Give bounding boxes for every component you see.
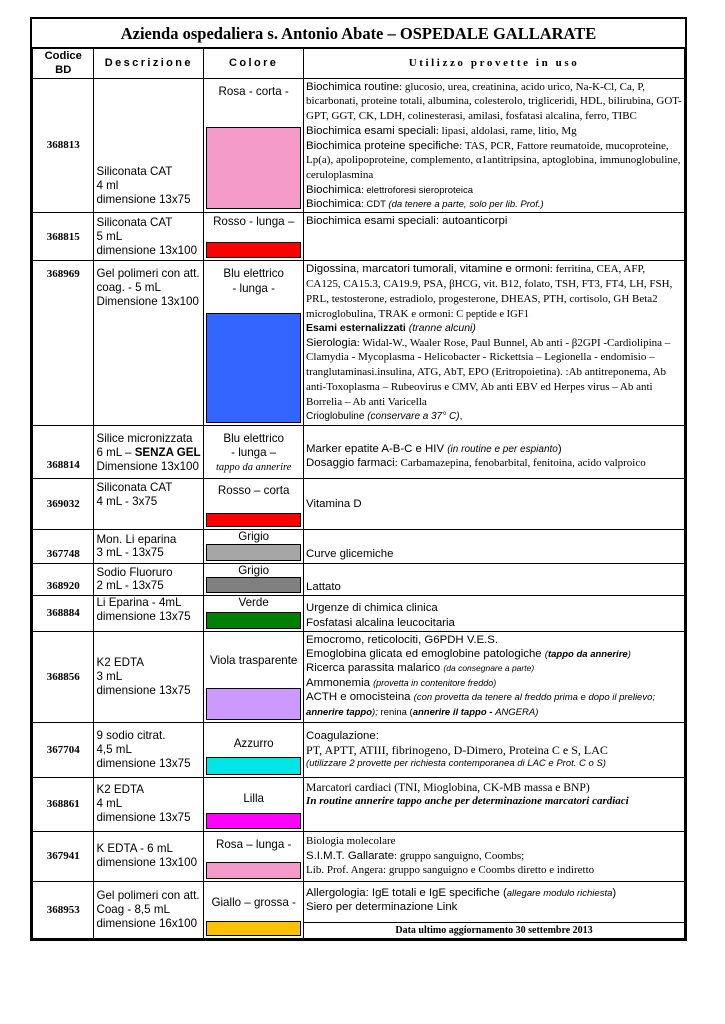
use-label: Crioglobuline bbox=[306, 411, 368, 423]
use-text: , bbox=[459, 411, 463, 423]
color-name bbox=[204, 261, 303, 296]
color-cell bbox=[204, 722, 304, 777]
use-label: Biochimica esami speciali bbox=[306, 124, 436, 137]
description-cell bbox=[94, 529, 204, 563]
use-cell bbox=[304, 213, 685, 261]
desc-line: Siliconata CAT bbox=[96, 164, 173, 178]
description-cell bbox=[94, 563, 204, 595]
table-row bbox=[33, 78, 685, 213]
code-cell: 368856 bbox=[33, 631, 94, 722]
desc-line: Mon. Li eparina bbox=[96, 532, 177, 546]
color-swatch bbox=[206, 577, 301, 593]
use-text: Emocromo, reticolociti, G6PDH V.E.S. bbox=[306, 633, 499, 646]
description-cell bbox=[94, 722, 204, 777]
color-name-line: - lunga - bbox=[232, 281, 275, 295]
use-text: : Widal-W., Waaler Rose, Paul Bunnel, Ab anti - β2GPI -Cardiolipina – Clamydia - Mycoplasma - Helicobacter - Rickettsia – Legionella - endomisio – tranglutaminasi.insulina, ATG, AbT, EPO (Eritropoietina). :Ab antitreponema, Ab anti-Toxoplasma – Rubeovirus e CMV, Ab anti EBV ed Herpes virus – Ab anti Borrelia – Ab anti Varicella bbox=[306, 336, 671, 408]
color-name bbox=[204, 430, 303, 474]
desc-line bbox=[96, 446, 201, 460]
desc-line: Sodio Fluoruro bbox=[96, 565, 173, 579]
color-swatch bbox=[206, 313, 301, 423]
use-note: (da consegnare a parte) bbox=[443, 663, 535, 674]
use-label: Dosaggio farmaci bbox=[306, 457, 395, 470]
use-label: ACTH e omocisteina bbox=[306, 690, 414, 703]
color-name: Giallo – grossa - bbox=[211, 895, 296, 909]
desc-line: dimensione 16x100 bbox=[96, 916, 198, 930]
color-swatch bbox=[206, 544, 301, 561]
use-text: Biologia molecolare bbox=[306, 835, 396, 848]
desc-line: dimensione 13x100 bbox=[96, 856, 198, 870]
table-row bbox=[33, 529, 685, 563]
color-name: Rosa - corta - bbox=[218, 84, 289, 98]
code-cell: 369032 bbox=[33, 478, 94, 529]
use-label: Marker epatite A-B-C e HIV bbox=[306, 442, 448, 455]
table-row bbox=[33, 261, 685, 426]
table-row bbox=[33, 831, 685, 881]
color-name-line: - lunga – bbox=[231, 446, 277, 460]
use-note: (conservare a 37° C) bbox=[367, 411, 460, 423]
desc-line: Li Eparina - 4mL bbox=[96, 595, 182, 609]
color-swatch bbox=[206, 757, 301, 775]
color-cell bbox=[204, 831, 304, 881]
desc-line: K2 EDTA bbox=[96, 783, 144, 797]
code-cell: 368861 bbox=[33, 777, 94, 831]
use-note: ) bbox=[627, 649, 631, 661]
use-text: ) bbox=[557, 442, 562, 455]
use-note: (utilizzare 2 provette per richiesta contemporanea di LAC e Prot. C o S) bbox=[306, 758, 606, 770]
header-code: Codice BD bbox=[33, 49, 94, 79]
table-row bbox=[33, 425, 685, 478]
use-text: : elettroforesi sieroproteica bbox=[361, 184, 474, 196]
color-swatch bbox=[206, 612, 301, 629]
description-cell bbox=[94, 425, 204, 478]
use-line bbox=[306, 647, 682, 661]
description-cell bbox=[94, 631, 204, 722]
desc-line: dimensione 13x75 bbox=[96, 683, 191, 697]
header-use: Utilizzo provette in uso bbox=[304, 49, 685, 79]
page-title: Azienda ospedaliera s. Antonio Abate – OSPEDALE GALLARATE bbox=[32, 19, 685, 48]
desc-line: dimensione 13x75 bbox=[96, 811, 191, 825]
use-text: Vitamina D bbox=[306, 497, 362, 510]
color-cell bbox=[204, 881, 304, 938]
use-text: : Carbamazepina, fenobarbital, fenitoina, acido valproico bbox=[394, 457, 646, 470]
use-text: Marcatori cardiaci (TNI, Mioglobina, CK-MB massa e BNP) bbox=[306, 780, 590, 794]
color-name: Rosso - lunga – bbox=[213, 215, 295, 229]
color-note: tappo da annerire bbox=[215, 461, 292, 473]
table-row bbox=[33, 881, 685, 938]
use-cell bbox=[304, 425, 685, 478]
use-cell bbox=[304, 529, 685, 563]
use-note: ANGERA) bbox=[495, 707, 539, 719]
desc-line: K EDTA - 6 mL bbox=[96, 842, 173, 856]
desc-line: Coag - 8,5 mL bbox=[96, 902, 170, 916]
last-update-note: Data ultimo aggiornamento 30 settembre 2013 bbox=[304, 922, 684, 938]
color-swatch bbox=[206, 513, 301, 527]
use-line bbox=[306, 690, 682, 721]
use-text: Urgenze di chimica clinica bbox=[306, 602, 438, 615]
desc-line: 3 mL - 13x75 bbox=[96, 546, 164, 560]
use-text: Fosfatasi alcalina leucocitaria bbox=[306, 616, 455, 629]
description-cell bbox=[94, 213, 204, 261]
document-frame bbox=[30, 17, 687, 941]
desc-line: dimensione 13x75 bbox=[96, 192, 191, 206]
color-cell bbox=[204, 261, 304, 426]
use-cell bbox=[304, 261, 685, 426]
table-row bbox=[33, 595, 685, 631]
use-note: In routine annerire tappo anche per determinazione marcatori cardiaci bbox=[306, 795, 629, 808]
desc-line: 9 sodio citrat. bbox=[96, 728, 166, 742]
color-name-line: Blu elettrico bbox=[223, 431, 284, 445]
use-label: Biochimica routine bbox=[306, 80, 400, 93]
color-name: Viola trasparente bbox=[209, 653, 298, 667]
color-name: Lilla bbox=[243, 791, 264, 805]
color-swatch bbox=[206, 921, 301, 936]
use-cell bbox=[304, 78, 685, 213]
code-cell: 368884 bbox=[33, 595, 94, 631]
use-cell bbox=[304, 478, 685, 529]
desc-line: Siliconata CAT bbox=[96, 480, 173, 494]
use-text: Curve glicemiche bbox=[306, 547, 394, 560]
description-cell bbox=[94, 831, 204, 881]
desc-line: Gel polimeri con att. bbox=[96, 888, 200, 902]
color-name: Grigio bbox=[238, 529, 270, 543]
use-text: Lib. Prof. Angera: gruppo sanguigno e Coombs diretto e indiretto bbox=[306, 863, 595, 876]
desc-line: 4 ml bbox=[96, 178, 119, 192]
use-cell bbox=[304, 595, 685, 631]
use-note: ( bbox=[544, 649, 548, 661]
color-name: Grigio bbox=[238, 563, 270, 577]
color-cell bbox=[204, 478, 304, 529]
color-cell bbox=[204, 777, 304, 831]
use-label: Biochimica bbox=[306, 198, 362, 211]
color-swatch bbox=[206, 127, 301, 209]
tube-table bbox=[32, 48, 685, 939]
use-text: : ferritina, CEA, AFP, CA125, CA15.3, CA19.9, PSA, βHCG, vit. B12, folato, TSH, FT3, FT4, LH, FSH, PRL, testosterone, estradiolo, progesterone, DHEAS, PTH, cortisolo, GH Beta2 microglobulina, TRAK e ormoni bbox=[306, 263, 673, 320]
use-note: (da tenere a parte, solo per lib. Prof.) bbox=[388, 199, 544, 211]
use-text: : lipasi, aldolasi, rame, litio, Mg bbox=[435, 124, 577, 137]
color-cell bbox=[204, 529, 304, 563]
desc-line: 3 mL bbox=[96, 669, 123, 683]
desc-line: coag. - 5 mL bbox=[96, 281, 161, 295]
use-note: (in routine e per espianto bbox=[447, 443, 558, 455]
desc-part: SENZA GEL bbox=[134, 446, 201, 460]
use-text: PT, APTT, ATIII, fibrinogeno, D-Dimero, Proteina C e S, LAC bbox=[306, 743, 608, 758]
code-cell: 368969 bbox=[33, 261, 94, 426]
desc-line: Dimensione 13x100 bbox=[96, 295, 199, 309]
use-label: Ricerca parassita malarico bbox=[306, 662, 444, 675]
desc-part: 6 mL – bbox=[96, 446, 135, 460]
desc-line: Gel polimeri con att. bbox=[96, 267, 200, 281]
color-swatch bbox=[206, 242, 301, 258]
color-name: Rosa – lunga - bbox=[215, 837, 292, 851]
use-line bbox=[306, 849, 682, 864]
use-line bbox=[306, 676, 682, 690]
color-name: Verde bbox=[238, 595, 269, 609]
desc-line: 2 mL - 13x75 bbox=[96, 579, 164, 593]
use-line bbox=[306, 661, 682, 675]
color-name: Azzurro bbox=[233, 736, 274, 750]
desc-line: dimensione 13x75 bbox=[96, 756, 191, 770]
table-row bbox=[33, 777, 685, 831]
desc-line: Siliconata CAT bbox=[96, 216, 173, 230]
desc-line: dimensione 13x100 bbox=[96, 243, 198, 257]
use-text: Lattato bbox=[306, 580, 341, 593]
code-cell: 367748 bbox=[33, 529, 94, 563]
use-cell bbox=[304, 881, 685, 938]
use-line bbox=[306, 886, 682, 900]
description-cell bbox=[94, 478, 204, 529]
use-text: : CDT bbox=[361, 199, 389, 211]
use-cell bbox=[304, 831, 685, 881]
use-text: renina ( bbox=[377, 707, 413, 719]
use-text: : C peptide e IGF1 bbox=[450, 308, 529, 320]
desc-line: K2 EDTA bbox=[96, 655, 144, 669]
code-cell: 368953 bbox=[33, 881, 94, 938]
table-row bbox=[33, 563, 685, 595]
table-row bbox=[33, 478, 685, 529]
use-note: (con provetta da tenere al freddo prima e dopo il prelievo; bbox=[413, 691, 656, 703]
use-label: Biochimica proteine specifiche bbox=[306, 139, 460, 152]
table-header-row bbox=[33, 49, 685, 79]
use-text: : gruppo sanguigno, Coombs; bbox=[394, 849, 525, 862]
use-note: annerire tappo bbox=[306, 707, 373, 719]
desc-line: 4 mL bbox=[96, 797, 123, 811]
use-label: Allergologia: IgE totali e IgE specifiche ( bbox=[306, 886, 507, 899]
desc-line: Silice micronizzata bbox=[96, 432, 193, 446]
use-text: Biochimica esami speciali: autoanticorpi bbox=[306, 215, 508, 228]
code-cell: 368813 bbox=[33, 78, 94, 213]
use-label: S.I.M.T. Gallarate bbox=[306, 849, 395, 862]
desc-line: 5 mL bbox=[96, 229, 123, 243]
description-cell bbox=[94, 777, 204, 831]
use-text: : glucosio, urea, creatinina, acido urico, Na-K-Cl, Ca, P, bicarbonati, proteine totali, albumina, colesterolo, trigliceridi, HDL, bilirubina, GOT-GPT, GGT, CK, LDH, colinesterasi, amilasi, fosfatasi alcalina, ferro, TIBC bbox=[306, 80, 682, 123]
description-cell bbox=[94, 881, 204, 938]
color-name: Rosso – corta bbox=[217, 483, 290, 497]
code-cell: 368815 bbox=[33, 213, 94, 261]
color-cell bbox=[204, 213, 304, 261]
header-color: Colore bbox=[204, 49, 304, 79]
use-cell bbox=[304, 631, 685, 722]
use-note: ); bbox=[372, 707, 378, 719]
use-text: Coagulazione: bbox=[306, 730, 379, 743]
color-name-line: Blu elettrico bbox=[223, 267, 284, 281]
table-row bbox=[33, 722, 685, 777]
use-cell bbox=[304, 722, 685, 777]
color-cell bbox=[204, 425, 304, 478]
use-label: Sierologia bbox=[306, 336, 357, 349]
use-text: ) bbox=[612, 886, 617, 899]
desc-line: 4 mL - 3x75 bbox=[96, 494, 158, 508]
description-cell bbox=[94, 78, 204, 213]
use-text: : TAS, PCR, Fattore reumatoide, mucoproteine, Lp(a), apolipoproteine, complemento, α1antitripsina, aptoglobina, immunoglobuline, ceruloplasmina bbox=[306, 139, 681, 182]
color-cell bbox=[204, 595, 304, 631]
use-note: (provetta in contenitore freddo) bbox=[373, 677, 497, 688]
desc-line: dimensione 13x75 bbox=[96, 609, 191, 623]
use-block bbox=[304, 882, 684, 922]
use-note: allegare modulo richiesta bbox=[506, 887, 613, 899]
table-row bbox=[33, 213, 685, 261]
use-note: annerire il tappo - bbox=[412, 707, 496, 719]
use-label: Digossina, marcatori tumorali, vitamine e ormoni bbox=[306, 263, 550, 276]
use-cell bbox=[304, 563, 685, 595]
desc-line: 4,5 mL bbox=[96, 742, 132, 756]
use-label: Biochimica bbox=[306, 183, 362, 196]
use-label: Ammonemia bbox=[306, 676, 374, 689]
header-description: Descrizione bbox=[94, 49, 204, 79]
use-note: (tranne alcuni) bbox=[405, 322, 476, 335]
color-swatch bbox=[206, 688, 301, 720]
code-cell: 368814 bbox=[33, 425, 94, 478]
color-cell bbox=[204, 563, 304, 595]
color-cell bbox=[204, 631, 304, 722]
color-cell bbox=[204, 78, 304, 213]
use-label: Esami esternalizzati bbox=[306, 322, 406, 335]
color-swatch bbox=[206, 862, 301, 879]
desc-line: Dimensione 13x100 bbox=[96, 460, 199, 473]
use-label: Emoglobina glicata ed emoglobine patologiche bbox=[306, 648, 545, 661]
code-cell: 367704 bbox=[33, 722, 94, 777]
code-cell: 368920 bbox=[33, 563, 94, 595]
description-cell bbox=[94, 261, 204, 426]
code-cell: 367941 bbox=[33, 831, 94, 881]
use-note: tappo da annerire bbox=[547, 649, 628, 661]
color-swatch bbox=[206, 813, 301, 829]
use-cell bbox=[304, 777, 685, 831]
description-cell bbox=[94, 595, 204, 631]
table-row bbox=[33, 631, 685, 722]
use-text: Siero per determinazione Link bbox=[306, 900, 458, 913]
